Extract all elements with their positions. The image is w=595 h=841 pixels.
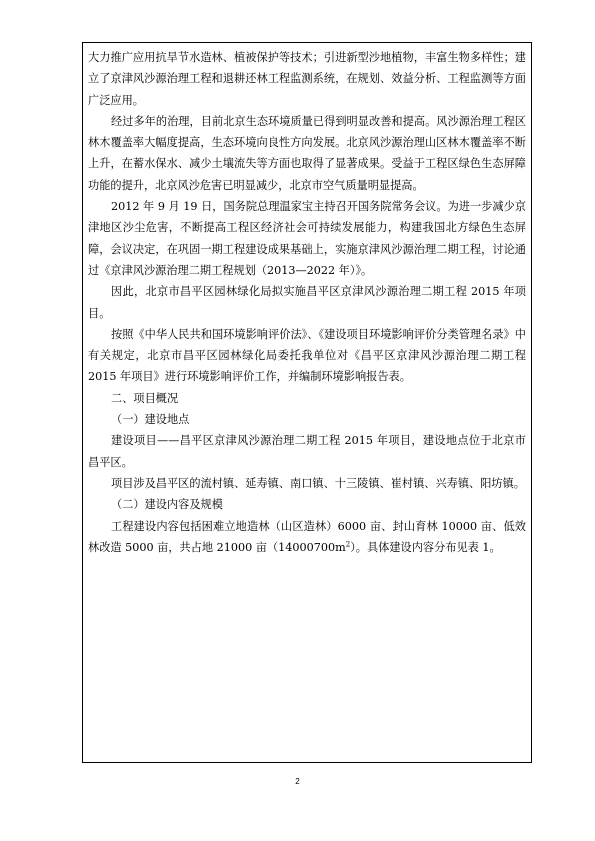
paragraph-8-text-a: 工程建设内容包括困难立地造林（山区造林）6000 亩、封山育林 10000 亩、低效林改造 5000 亩，共占地 21000 亩（14000700m xyxy=(88,519,526,554)
paragraph-7: 项目涉及昌平区的流村镇、延寿镇、南口镇、十三陵镇、崔村镇、兴寿镇、阳坊镇。 xyxy=(111,476,525,490)
paragraph-5: 按照《中华人民共和国环境影响评价法》、《建设项目环境影响评价分类管理名录》中有关规定，北京市昌平区园林绿化局委托我单位对《昌平区京津风沙源治理二期工程 2015 年项目》进行环境影响评价工作，并编制环境影响报告表。 xyxy=(88,327,526,384)
paragraph-2: 经过多年的治理，目前北京生态环境质量已得到明显改善和提高。风沙源治理工程区林木覆盖率大幅度提高，生态环境向良性方向发展。北京风沙源治理山区林木覆盖率不断上升，在蓄水保水、减少土壤流失等方面也取得了显著成果。受益于工程区绿色生态屏障功能的提升，北京风沙危害已明显减少，北京市空气质量明显提高。 xyxy=(88,114,526,192)
body-text xyxy=(88,47,526,558)
subsection-title-scope: （二）建设内容及规模 xyxy=(111,498,223,512)
paragraph-1: 大力推广应用抗旱节水造林、植被保护等技术；引进新型沙地植物，丰富生物多样性；建立了京津风沙源治理工程和退耕还林工程监测系统，在规划、效益分析、工程监测等方面广泛应用。 xyxy=(88,51,526,107)
paragraph-3: 2012 年 9 月 19 日，国务院总理温家宝主持召开国务院常务会议。为进一步减少京津地区沙尘危害，不断提高工程区经济社会可持续发展能力，构建我国北方绿色生态屏障，会议决定，在巩固一期工程建设成果基础上，实施京津风沙源治理二期工程，讨论通过《京津风沙源治理二期工程规划（2013—2022 年）》。 xyxy=(88,200,526,277)
content-frame xyxy=(82,42,532,763)
paragraph-8-text-b: ）。具体建设内容分布见表 1。 xyxy=(350,540,501,554)
page-number: 2 xyxy=(295,777,300,786)
paragraph-4: 因此，北京市昌平区园林绿化局拟实施昌平区京津风沙源治理二期工程 2015 年项目。 xyxy=(88,285,526,320)
paragraph-8 xyxy=(88,516,526,559)
superscript-2: 2 xyxy=(345,540,351,549)
section-title: 二、项目概况 xyxy=(111,391,179,405)
subsection-title-location: （一）建设地点 xyxy=(111,413,190,427)
paragraph-6: 建设项目——昌平区京津风沙源治理二期工程 2015 年项目，建设地点位于北京市昌平区。 xyxy=(88,434,526,469)
